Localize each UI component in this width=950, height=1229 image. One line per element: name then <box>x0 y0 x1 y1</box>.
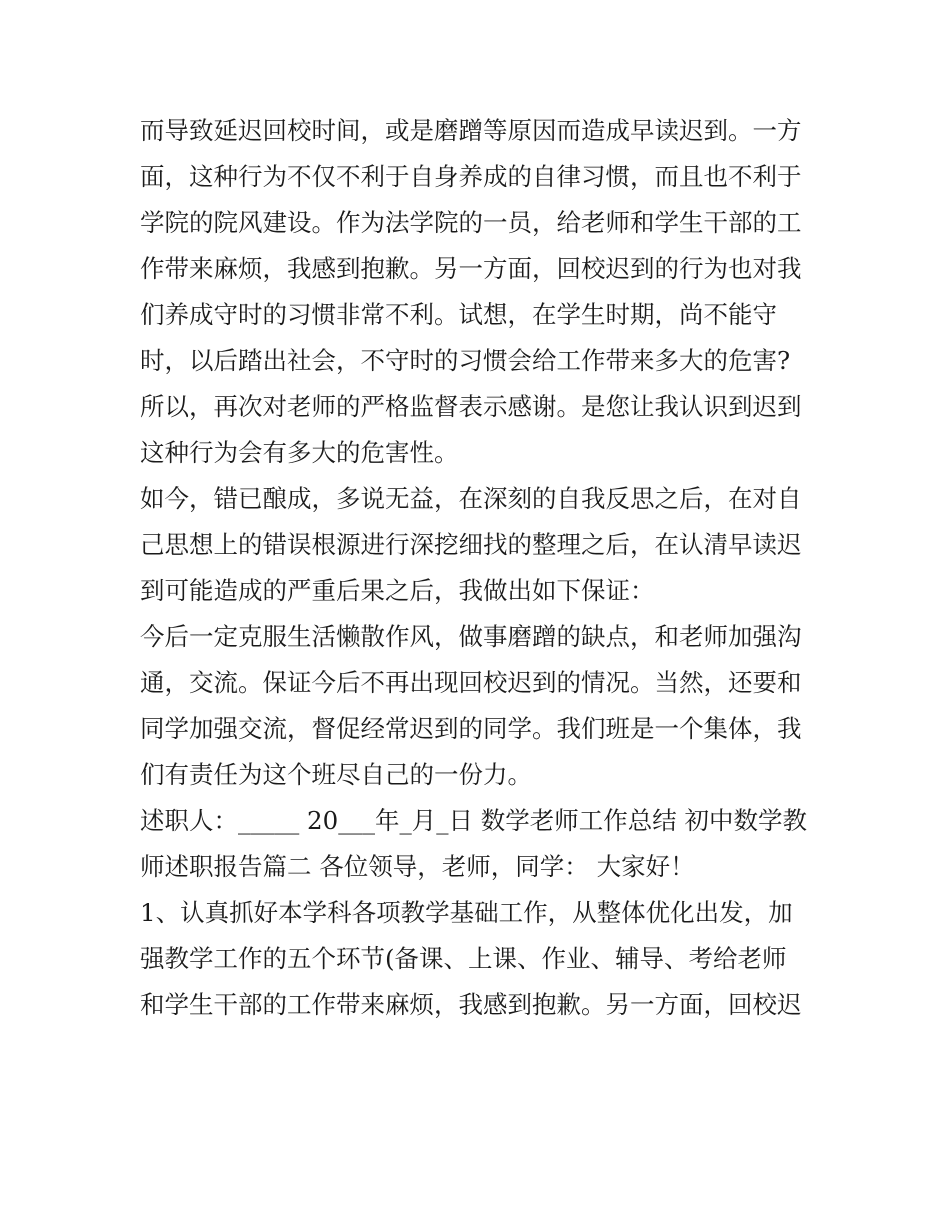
text-line-15: 们有责任为这个班尽自己的一份力。 <box>140 760 532 789</box>
text-line-19: 强教学工作的五个环节(备课、上课、作业、辅导、考给老师 <box>140 944 787 973</box>
text-line-1: 而导致延迟回校时间，或是磨蹭等原因而造成早读迟到。一方 <box>140 116 802 145</box>
text-line-11: 到可能造成的严重后果之后，我做出如下保证： <box>140 576 655 605</box>
text-line-14: 同学加强交流，督促经常迟到的同学。我们班是一个集体，我 <box>140 714 802 743</box>
text-line-16: 述职人：_____ 20___年_月_日 数学老师工作总结 初中数学教 <box>140 806 808 835</box>
text-line-18: 1、认真抓好本学科各项教学基础工作，从整体优化出发，加 <box>140 898 793 927</box>
text-line-12: 今后一定克服生活懒散作风，做事磨蹭的缺点，和老师加强沟 <box>140 622 802 651</box>
text-line-2: 面，这种行为不仅不利于自身养成的自律习惯，而且也不利于 <box>140 162 802 191</box>
text-line-10: 己思想上的错误根源进行深挖细找的整理之后，在认清早读迟 <box>140 530 802 559</box>
text-line-17: 师述职报告篇二 各位领导，老师，同学： 大家好！ <box>140 852 695 881</box>
text-line-8: 这种行为会有多大的危害性。 <box>140 438 459 467</box>
text-line-13: 通，交流。保证今后不再出现回校迟到的情况。当然，还要和 <box>140 668 802 697</box>
text-line-6: 时，以后踏出社会，不守时的习惯会给工作带来多大的危害? <box>140 346 791 375</box>
document-body <box>140 108 820 1028</box>
text-line-20: 和学生干部的工作带来麻烦，我感到抱歉。另一方面，回校迟 <box>140 990 802 1019</box>
text-line-3: 学院的院风建设。作为法学院的一员，给老师和学生干部的工 <box>140 208 802 237</box>
text-line-4: 作带来麻烦，我感到抱歉。另一方面，回校迟到的行为也对我 <box>140 254 802 283</box>
text-line-9: 如今，错已酿成，多说无益，在深刻的自我反思之后，在对自 <box>140 484 802 513</box>
text-line-5: 们养成守时的习惯非常不利。试想，在学生时期，尚不能守 <box>140 300 777 329</box>
text-line-7: 所以，再次对老师的严格监督表示感谢。是您让我认识到迟到 <box>140 392 802 421</box>
